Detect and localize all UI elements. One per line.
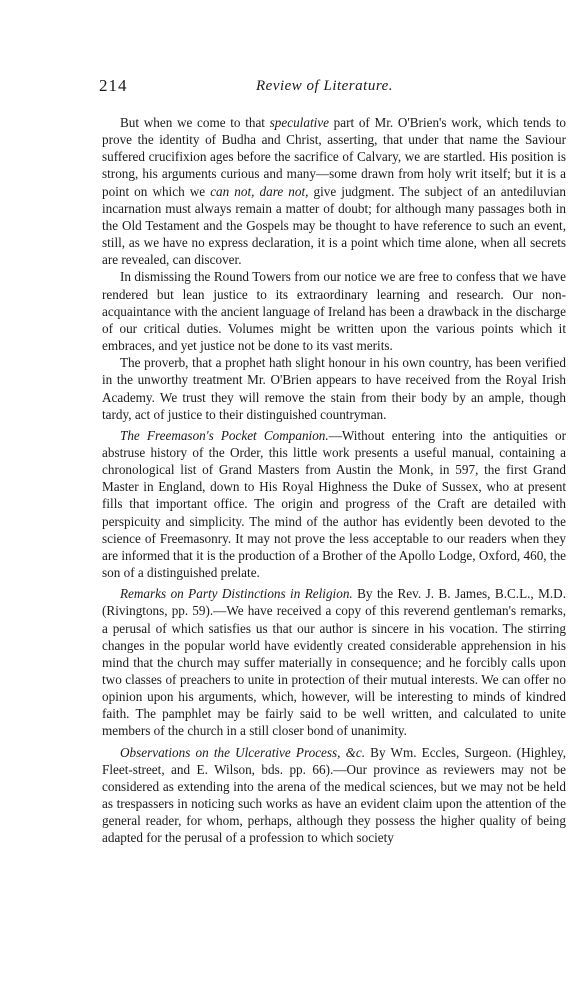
review-text: By the Rev. J. B. James, B.C.L., M.D. (Rivingtons, pp. 59).—We have received a copy of this reverend gentleman's remarks, a perusal of which satisfies us that our author is sincere in his vocation. The stirring changes in the popular world have evidently created considerable apprehension in his mind that the church may suffer materially in consequence; and he forcibly calls upon two classes of preachers to unite in protection of their mutual interests. We can offer no opinion upon his arguments, which, however, will be interesting to minds of kindred faith. The pamphlet may be fairly said to be well written, and calculated to unite members of the church in a still closer bond of unanimity. <box>102 586 566 739</box>
review-freemasons-pocket-companion <box>102 427 566 581</box>
review-title: Observations on the Ulcerative Process, &c. <box>120 744 366 760</box>
body-text <box>102 114 566 847</box>
review-ulcerative-process <box>102 744 566 847</box>
paragraph-proverb: The proverb, that a prophet hath slight honour in his own country, has been verified in the unworthy treatment Mr. O'Brien appears to have received from the Royal Irish Academy. We trust they will remove the stain from their body by an ample, though tardy, act of justice to their distinguished countryman. <box>102 355 566 422</box>
text-run: give judgment. The subject of an antediluvian incarnation must always remain a matter of doubt; for although many passages both in the Old Testament and the Gospels may be thought to have reference to such an event, still, as we have no express declaration, it is a point which time alone, when all secrets are revealed, can discover. <box>102 183 566 268</box>
review-title: Remarks on Party Distinctions in Religion. <box>120 586 353 602</box>
page-number: 214 <box>99 76 128 95</box>
review-text: —Without entering into the antiquities or abstruse history of the Order, this little work presents a useful manual, containing a chronological list of Grand Masters from Austin the Monk, in 597, the first Grand Master in England, down to His Royal Highness the Duke of Sussex, who at present fills that important office. The origin and progress of the Craft are detailed with perspicuity and simplicity. The mind of the author has evidently been devoted to the science of Freemasonry. It may not prove the less acceptable to our readers when they are informed that it is the production of a Brother of the Apollo Lodge, Oxford, 460, the son of a distinguished prelate. <box>102 427 567 581</box>
emphasis-can-not: can not, dare not, <box>210 183 309 199</box>
text-run: But when we come to that <box>120 115 270 130</box>
running-head: Review of Literature. <box>256 78 394 94</box>
review-party-distinctions <box>102 585 566 739</box>
review-title: The Freemason's Pocket Companion. <box>120 427 329 443</box>
paragraph-round-towers: In dismissing the Round Towers from our notice we are free to confess that we have rendered but lean justice to its extraordinary learning and research. Our non-acquaintance with the ancient language of Ireland has been a drawback in the discharge of our critical duties. Volumes might be written upon the various points which it embraces, and yet justice not be done to its vast merits. <box>102 269 566 354</box>
paragraph-budha-christ <box>102 114 566 268</box>
review-text: By Wm. Eccles, Surgeon. (Highley, Fleet-street, and E. Wilson, bds. pp. 66).—Our province as reviewers may not be considered as extending into the arena of the medical sciences, but we may not be held as trespassers in noticing such works as have an evident claim upon the attention of the general reader, for whom, perhaps, although they possess the higher quality of being adapted for the perusal of a profession to which society <box>102 744 566 846</box>
emphasis-speculative: speculative <box>269 115 329 130</box>
text-run: part of Mr. O'Brien's work, which tends to prove the identity of Budha and Christ, asserting, that under that name the Saviour suffered crucifixion ages before the sacrifice of Calvary, we are startled. His position is strong, his arguments curious and many—some drawn from holy writ itself; but it is a point on which we <box>102 115 566 199</box>
